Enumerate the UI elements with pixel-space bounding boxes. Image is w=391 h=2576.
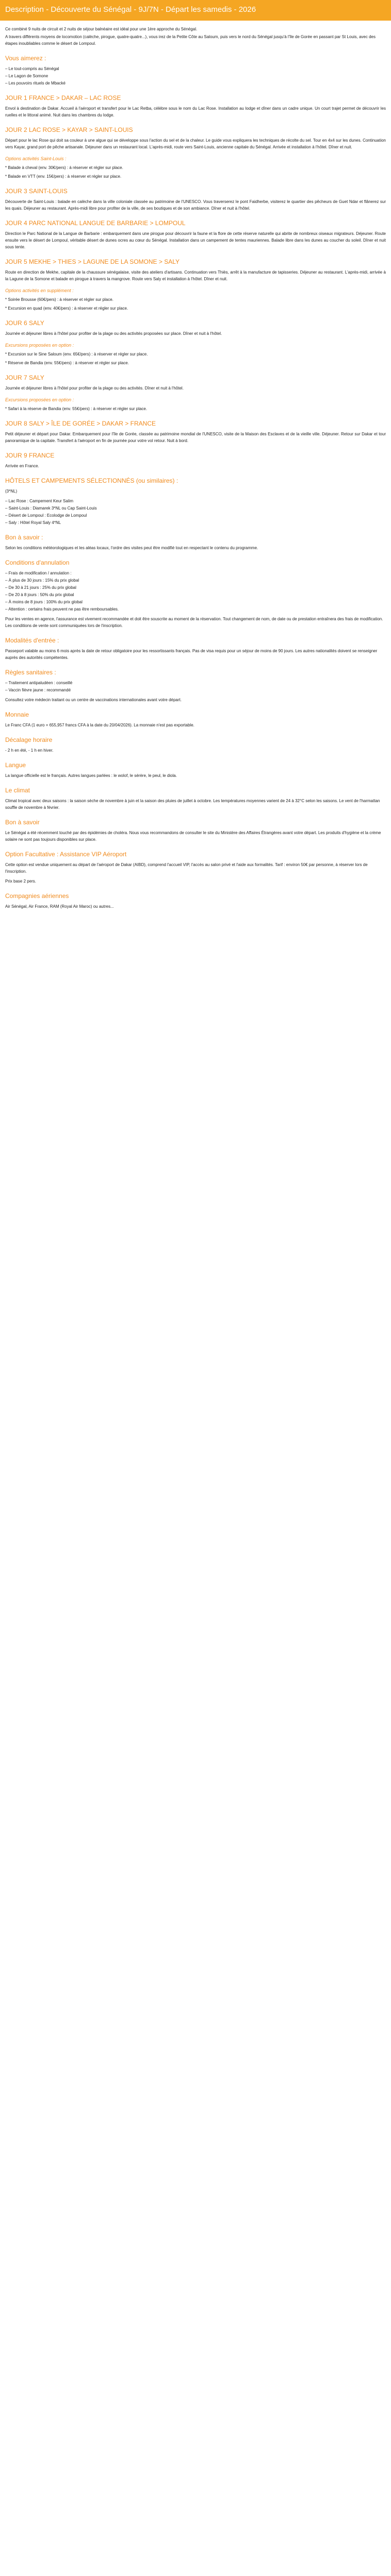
modalites-title: Modalités d'entrée : <box>5 637 59 644</box>
day-subtitle: Options activités en supplément : <box>5 288 74 293</box>
day-2 <box>5 126 386 180</box>
langue-text: La langue officielle est le français. Autres langues parlées : le wolof, le sérère, le peul, le diola. <box>5 773 177 778</box>
vous-aimerez-list <box>5 65 386 87</box>
intro-paragraph: Ce combiné 9 nuits de circuit et 2 nuits de séjour balnéaire est idéal pour une 1ère approche du Sénégal. <box>5 27 198 31</box>
day-subtitle: Options activités Saint-Louis : <box>5 156 67 161</box>
option-facultative-price: Prix base 2 pers. <box>5 879 37 884</box>
conditions-list <box>5 570 386 613</box>
option-line: * Excursion sur le Sine Saloum (env. 65€/pers) : à réserver et régler sur place. <box>5 352 148 357</box>
monnaie-text: Le Franc CFA (1 euro = 655,957 francs CFA à la date du 20/04/2026). La monnaie n'est pas exportable. <box>5 723 194 727</box>
sanitaires-title: Règles sanitaires : <box>5 669 56 676</box>
list-item: – Le Lagon de Somone <box>5 73 386 79</box>
day-8 <box>5 419 386 444</box>
sanitaires-list <box>5 680 386 693</box>
page <box>0 0 391 934</box>
page-header <box>0 0 391 21</box>
day-text: Petit déjeuner et départ pour Dakar. Embarquement pour l'île de Gorée, classée au patrimoine mondial de l'UNESCO, visite de la Maison des Esclaves et de la vieille ville. Déjeuner. Retour sur Dakar et tour panoramique de la capitale. Transfert à l'aéroport en fin de journée pour votre vol retour. Nuit à bord. <box>5 432 386 443</box>
sanitaire-item: – Traitement antipaludéen : conseillé <box>5 680 386 686</box>
bon-a-savoir-2-title: Bon à savoir <box>5 819 40 826</box>
hotel-item: – Saly : Hôtel Royal Saly 4*NL <box>5 519 386 526</box>
option-line: * Balade à cheval (env. 30€/pers) : à réserver et régler sur place. <box>5 165 123 170</box>
day-text: Route en direction de Mekhe, capitale de la chaussure sénégalaise, visite des ateliers d'artisans. Continuation vers Thiès, arrêt à la manufacture de tapisseries. Déjeuner au restaurant. L'après-midi, arrivée à la Lagune de la Somone et balade en pirogue à travers la mangrove. Route vers Saly et installation à l'hôtel. Dîner et nuit. <box>5 270 386 281</box>
intro-paragraph: A travers différents moyens de locomotion (calèche, pirogue, quatre-quatre...), vous irez de la Petite Côte au Saloum, puis vers le nord du Sénégal jusqu'à l'île de Gorée en passant par St Louis, avec des étapes inoubliables comme le désert de Lompoul. <box>5 35 376 46</box>
option-line: * Soirée Brousse (60€/pers) : à réserver et régler sur place. <box>5 297 113 302</box>
day-text: Envol à destination de Dakar. Accueil à l'aéroport et transfert pour le Lac Retba, célèbre sous le nom du Lac Rose. Installation au lodge et dîner dans un cadre unique. Un court trajet permet de découvrir les ruelles et le littoral animé. Nuit dans les chambres du lodge. <box>5 106 386 117</box>
conditions-text: Pour les ventes en agence, l'assurance est vivement recommandée et doit être souscrite au moment de la réservation. Tout changement de nom, de date ou de prestation entraînera des frais de modification. Les conditions de vente sont communiquées lors de l'inscription. <box>5 617 383 628</box>
day-9 <box>5 451 386 469</box>
hotels-category: (3*NL) <box>5 489 18 494</box>
condition-item: – À plus de 30 jours : 15% du prix global <box>5 577 386 584</box>
day-title: JOUR 5 MEKHE > THIES > LAGUNE DE LA SOMONE > SALY <box>5 258 180 265</box>
day-text: Découverte de Saint-Louis : balade en calèche dans la ville coloniale classée au patrimoine de l'UNESCO. Vous traverserez le pont Faidherbe, visiterez le quartier des pêcheurs de Guet Ndar et flânerez sur les quais. Déjeuner au restaurant. Après-midi libre pour profiter de la ville, de ses boutiques et de son ambiance. Dîner et nuit à l'hôtel. <box>5 199 386 211</box>
intro <box>5 26 386 47</box>
day-title: JOUR 8 SALY > ÎLE DE GORÉE > DAKAR > FRANCE <box>5 420 156 427</box>
vous-aimerez-title: Vous aimerez : <box>5 55 46 62</box>
monnaie-title: Monnaie <box>5 711 29 718</box>
condition-item: – Attention : certains frais peuvent ne pas être remboursables. <box>5 606 386 613</box>
day-text: Arrivée en France. <box>5 464 39 468</box>
day-text: Journée et déjeuner libres à l'hôtel pour profiter de la plage ou des activités proposées sur place. Dîner et nuit à l'hôtel. <box>5 331 222 336</box>
option-line: * Réserve de Bandia (env. 55€/pers) : à réserver et régler sur place. <box>5 361 129 365</box>
day-title: JOUR 9 FRANCE <box>5 452 55 459</box>
hotel-item: – Lac Rose : Campement Keur Salim <box>5 498 386 504</box>
day-title: JOUR 1 FRANCE > DAKAR – LAC ROSE <box>5 94 121 101</box>
day-text: Départ pour le lac Rose qui doit sa couleur à une algue qui se développe sous l'action du sel et de la chaleur. Le guide vous expliquera les techniques de récolte du sel. Tour en 4x4 sur les dunes. Continuation vers Kayar, grand port de pêche artisanale. Déjeuner dans un restaurant local. L'après-midi, route vers Saint-Louis, ancienne capitale du Sénégal. Arrivée et installation à l'hôtel. Dîner et nuit. <box>5 138 386 149</box>
condition-item: – À moins de 8 jours : 100% du prix global <box>5 599 386 605</box>
day-6 <box>5 319 386 366</box>
list-item: – Les pouvoirs rituels de Mbacké <box>5 80 386 87</box>
day-subtitle: Excursions proposées en option : <box>5 397 74 402</box>
day-subtitle: Excursions proposées en option : <box>5 343 74 348</box>
day-5 <box>5 258 386 312</box>
bon-a-savoir-title: Bon à savoir : <box>5 534 43 541</box>
hotel-item: – Saint-Louis : Diamarek 3*NL ou Cap Saint-Louis <box>5 505 386 512</box>
sanitaires-text: Consultez votre médecin traitant ou un centre de vaccinations internationales avant votre départ. <box>5 698 182 702</box>
day-7 <box>5 374 386 412</box>
modalites-text: Passeport valable au moins 6 mois après la date de retour obligatoire pour les ressortissants français. Pas de visa requis pour un séjour de moins de 90 jours. Les autres nationalités doivent se renseigner auprès des autorités compétentes. <box>5 649 378 660</box>
day-text: Direction le Parc National de la Langue de Barbarie : embarquement dans une pirogue pour découvrir la faune et la flore de cette réserve naturelle qui abrite de nombreux oiseaux migrateurs. Déjeuner. Route ensuite vers le désert de Lompoul, véritable désert de dunes ocres au cœur du Sénégal. Installation dans un campement de tentes mauriennes. Balade libre dans les dunes au coucher du soleil. Dîner et nuit sous tente. <box>5 231 386 249</box>
option-facultative <box>5 850 386 885</box>
climat-text: Climat tropical avec deux saisons : la saison sèche de novembre à juin et la saison des pluies de juillet à octobre. Les températures moyennes varient de 24 à 32°C selon les saisons. Le vent de l'harmattan souffle de novembre à février. <box>5 799 380 810</box>
day-title: JOUR 4 PARC NATIONAL LANGUE DE BARBARIE > LOMPOUL <box>5 219 186 227</box>
hotels-title: HÔTELS ET CAMPEMENTS SÉLECTIONNÉS (ou similaires) : <box>5 477 178 484</box>
conditions-title: Conditions d'annulation <box>5 559 70 566</box>
day-title: JOUR 6 SALY <box>5 319 44 327</box>
hotels-list <box>5 498 386 526</box>
option-line: * Excursion en quad (env. 40€/pers) : à réserver et régler sur place. <box>5 306 128 311</box>
day-text: Journée et déjeuner libres à l'hôtel pour profiter de la plage ou des activités. Dîner et nuit à l'hôtel. <box>5 386 184 391</box>
day-title: JOUR 2 LAC ROSE > KAYAR > SAINT-LOUIS <box>5 126 133 133</box>
option-line: * Safari à la réserve de Bandia (env. 55€/pers) : à réserver et régler sur place. <box>5 406 148 411</box>
day-3 <box>5 187 386 212</box>
decalage-title: Décalage horaire <box>5 736 53 743</box>
day-title: JOUR 7 SALY <box>5 374 44 381</box>
day-1 <box>5 94 386 118</box>
compagnies-text: Air Sénégal, Air France, RAM (Royal Air Maroc) ou autres... <box>5 904 114 909</box>
option-facultative-text: Cette option est vendue uniquement au départ de l'aéroport de Dakar (AIBD), comprend l'accueil VIP, l'accès au salon privé et l'aide aux formalités. Tarif : environ 50€ par personne, à réserver lors de l'inscription. <box>5 862 368 874</box>
list-item: – Le tout-compris au Sénégal <box>5 65 386 72</box>
page-title: Description - Découverte du Sénégal - 9J/7N - Départ les samedis - 2026 <box>5 5 256 14</box>
bon-a-savoir-text: Selon les conditions météorologiques et les aléas locaux, l'ordre des visites peut être modifié tout en respectant le contenu du programme. <box>5 546 258 550</box>
bon-a-savoir-2-text: Le Sénégal a été récemment touché par des épidémies de choléra. Nous vous recommandons de consulter le site du Ministère des Affaires Étrangères avant votre départ. Les produits d'hygiène et la crème solaire ne sont pas toujours disponibles sur place. <box>5 831 381 842</box>
compagnies-title: Compagnies aériennes <box>5 892 69 900</box>
hotel-item: – Désert de Lompoul : Ecolodge de Lompoul <box>5 512 386 519</box>
climat-title: Le climat <box>5 787 30 794</box>
condition-item: – Frais de modification / annulation : <box>5 570 386 577</box>
condition-item: – De 30 à 21 jours : 25% du prix global <box>5 584 386 591</box>
sanitaire-item: – Vaccin fièvre jaune : recommandé <box>5 687 386 693</box>
day-title: JOUR 3 SAINT-LOUIS <box>5 188 68 195</box>
condition-item: – De 20 à 8 jours : 50% du prix global <box>5 591 386 598</box>
day-4 <box>5 219 386 250</box>
decalage-text: - 2 h en été, - 1 h en hiver. <box>5 748 54 753</box>
description-content <box>0 21 391 934</box>
option-line: * Balade en VTT (env. 15€/pers) : à réserver et régler sur place. <box>5 174 122 179</box>
option-facultative-title: Option Facultative : Assistance VIP Aéroport <box>5 851 127 858</box>
langue-title: Langue <box>5 761 26 769</box>
